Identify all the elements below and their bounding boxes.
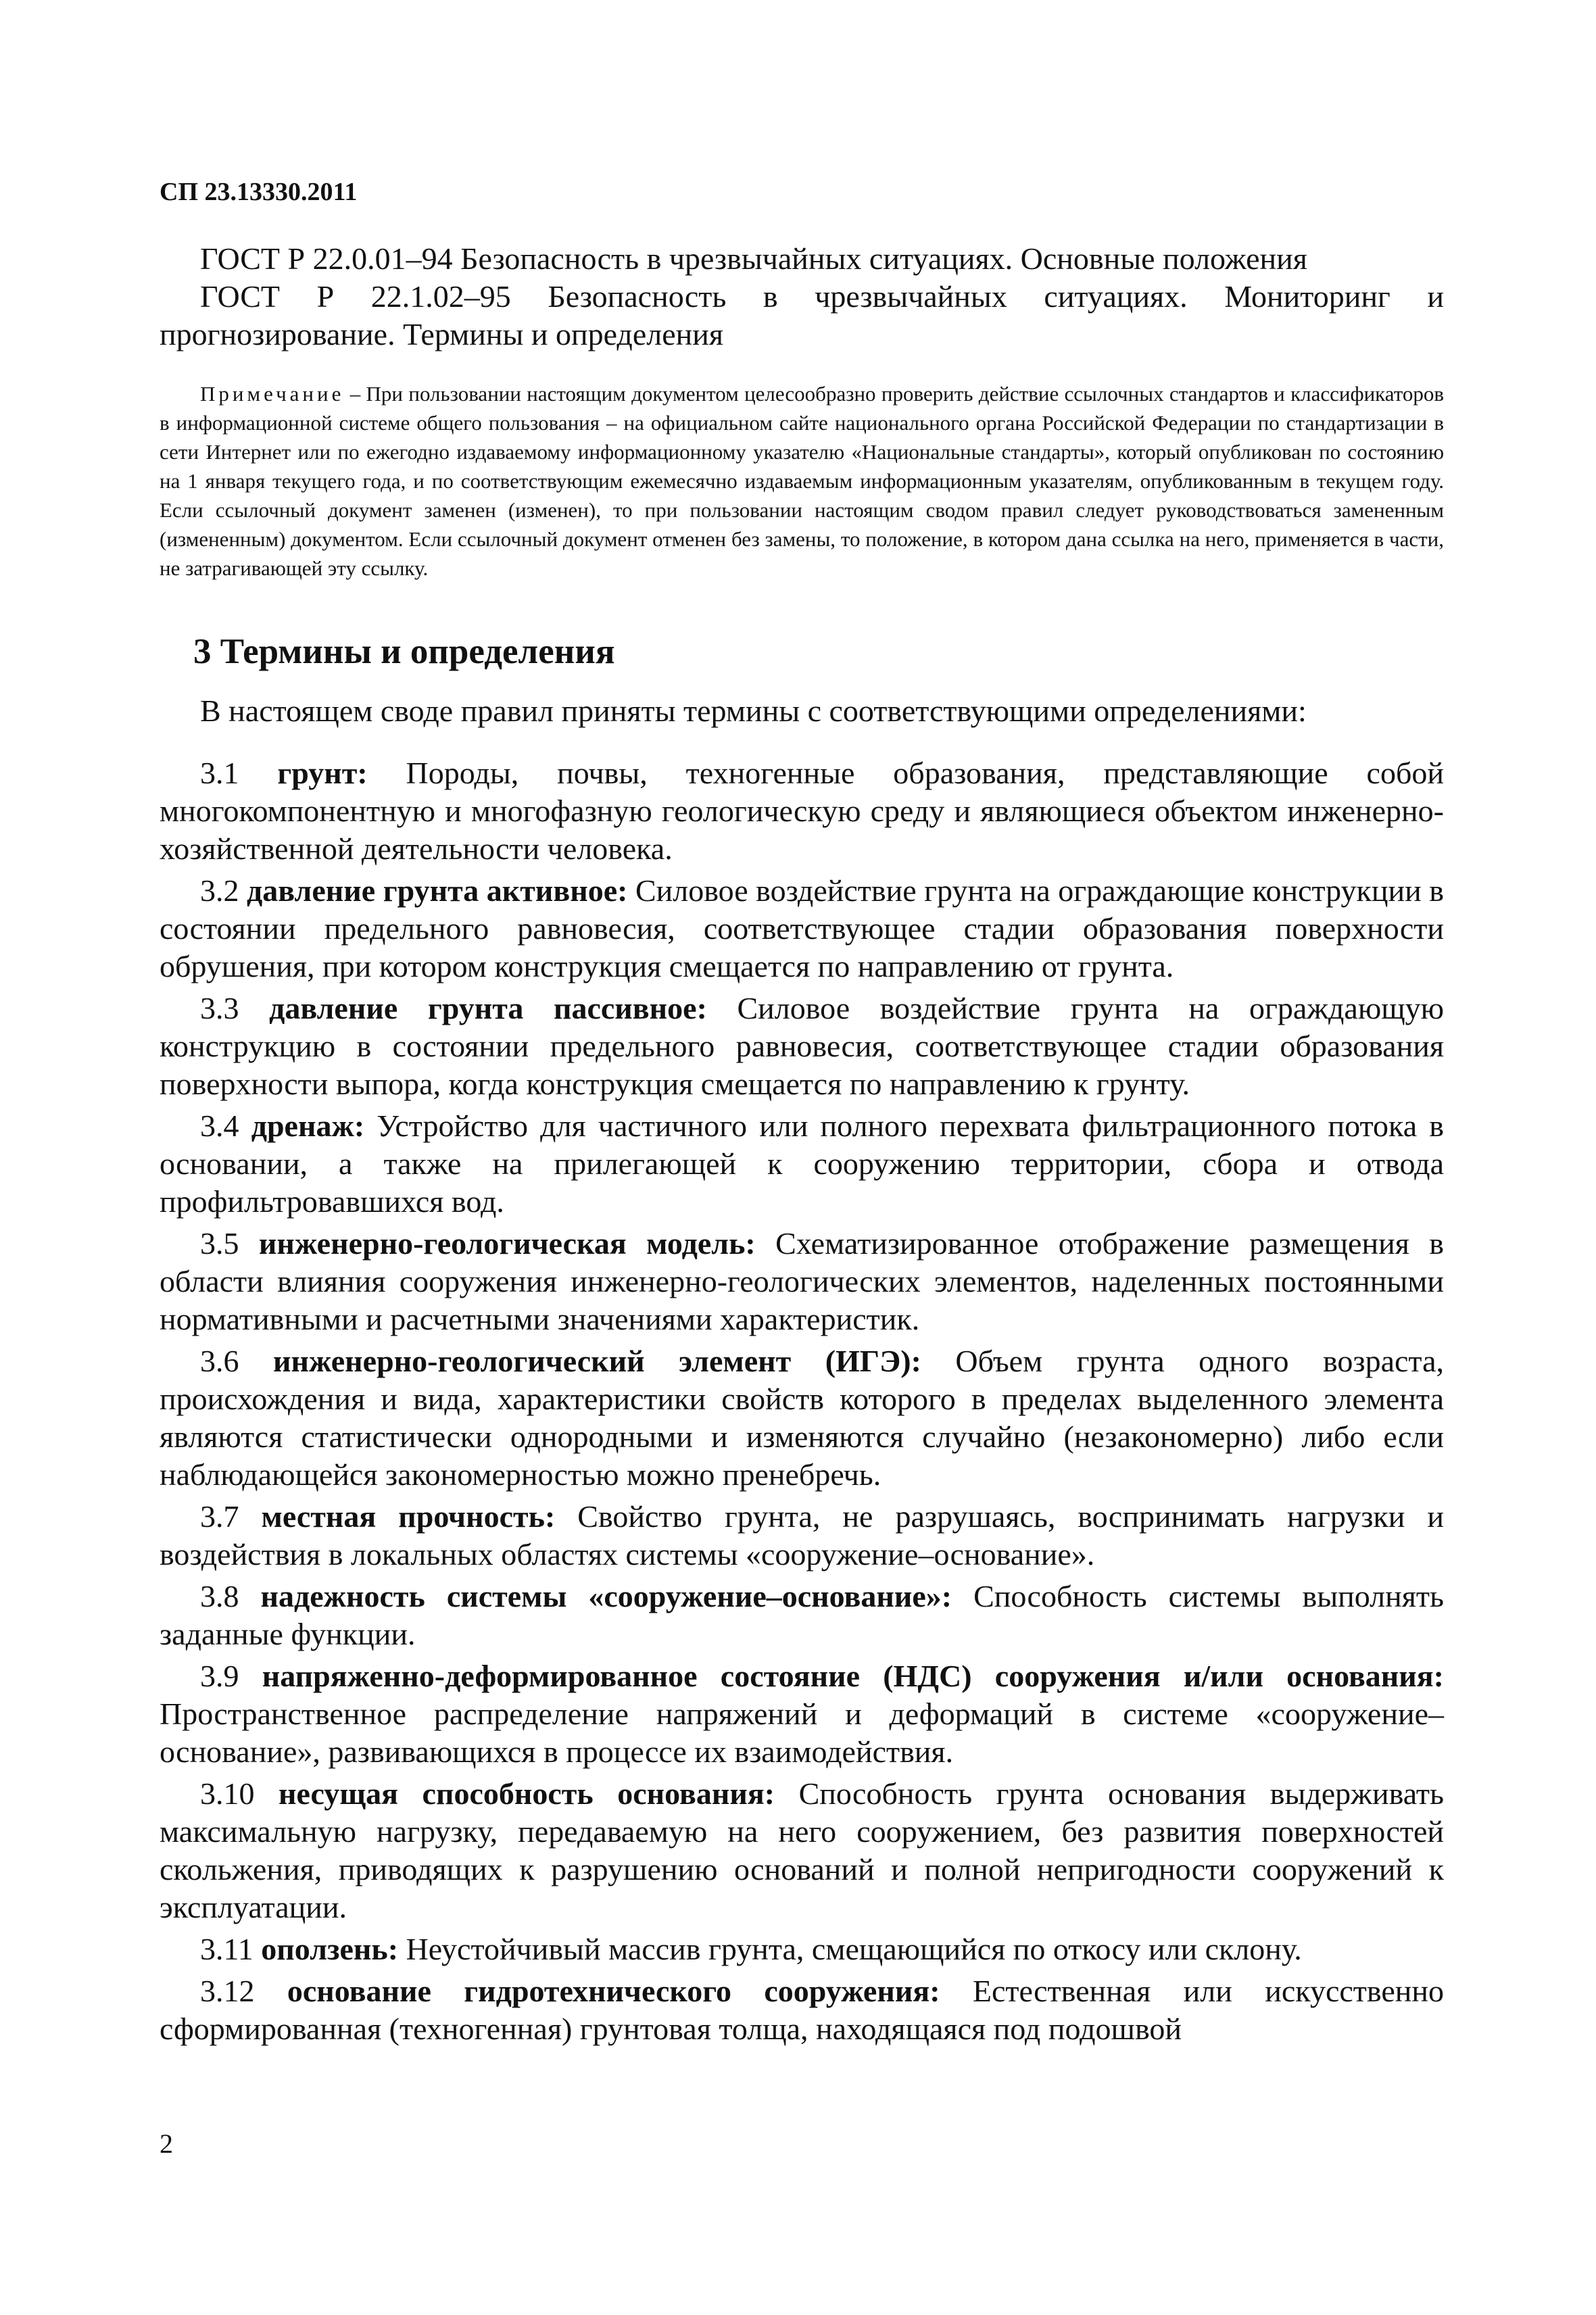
term-definition: Свойство грунта, не разрушаясь, воспринимать нагрузки и воздействия в локальных областях системы «сооружение–основание». xyxy=(160,1499,1445,1571)
term-name: оползень: xyxy=(261,1932,399,1966)
term-number: 3.5 xyxy=(200,1226,259,1261)
term-3-7 xyxy=(160,1498,1444,1574)
term-definition: Силовое воздействие грунта на ограждающие конструкции в состоянии предельного равновесия, соответствующее стадии образования поверхности обрушения, при котором конструкция смещается по направлению от грунта. xyxy=(160,873,1444,983)
term-number: 3.6 xyxy=(200,1344,273,1378)
term-definition: Неустойчивый массив грунта, смещающийся по откосу или склону. xyxy=(398,1932,1302,1966)
reference-gost-22-0-01: ГОСТ Р 22.0.01–94 Безопасность в чрезвычайных ситуациях. Основные положения xyxy=(200,241,1307,276)
term-number: 3.4 xyxy=(200,1108,251,1143)
term-number: 3.8 xyxy=(200,1579,261,1613)
term-3-2 xyxy=(160,872,1444,985)
term-name: местная прочность: xyxy=(261,1499,556,1534)
term-3-10 xyxy=(160,1775,1444,1926)
term-3-11 xyxy=(160,1930,1444,1968)
term-number: 3.1 xyxy=(200,756,278,790)
term-name: инженерно-геологический элемент (ИГЭ): xyxy=(272,1344,921,1378)
term-name: напряженно-деформированное состояние (НДС) сооружения и/или основания: xyxy=(262,1659,1444,1693)
reference-gost-22-1-02: ГОСТ Р 22.1.02–95 Безопасность в чрезвычайных ситуациях. Мониторинг и прогнозирование. Термины и определения xyxy=(160,279,1444,351)
term-name: дренаж: xyxy=(251,1108,365,1143)
term-number: 3.12 xyxy=(200,1974,287,2008)
term-number: 3.2 xyxy=(200,873,247,908)
section-intro: В настоящем своде правил приняты термины с соответствующими определениями: xyxy=(200,693,1307,728)
note-text: – При пользовании настоящим документом целесообразно проверить действие ссылочных стандартов и классификаторов в информационной системе общего пользования – на официальном сайте национального органа Российской Федерации по стандартизации в сети Интернет или по ежегодно издаваемому информационному указателю «Национальные стандарты», который опубликован по состоянию на 1 января текущего года, и по соответствующим ежемесячно издаваемым информационным указателям, опубликованным в текущем году. Если ссылочный документ заменен (изменен), то при пользовании настоящим сводом правил следует руководствоваться замененным (измененным) документом. Если ссылочный документ отменен без замены, то положение, в котором дана ссылка на него, применяется в части, не затрагивающей эту ссылку. xyxy=(160,382,1444,580)
note-paragraph xyxy=(160,379,1444,583)
term-3-8 xyxy=(160,1578,1444,1653)
term-name: давление грунта активное: xyxy=(247,873,628,908)
term-name: основание гидротехнического сооружения: xyxy=(287,1974,940,2008)
term-number: 3.9 xyxy=(200,1659,262,1693)
term-definition: Способность грунта основания выдерживать максимальную нагрузку, передаваемую на него сооружением, без развития поверхностей скольжения, приводящих к разрушению оснований и полной непригодности сооружений к эксплуатации. xyxy=(160,1776,1444,1924)
term-definition: Объем грунта одного возраста, происхождения и вида, характеристики свойств которого в пределах выделенного элемента являются статистически однородными и изменяются случайно (незакономерно) либо если наблюдающейся закономерностью можно пренебречь. xyxy=(160,1344,1445,1492)
term-name: инженерно-геологическая модель: xyxy=(258,1226,756,1261)
term-name: несущая способность основания: xyxy=(279,1776,775,1811)
term-definition: Способность системы выполнять заданные функции. xyxy=(160,1579,1444,1651)
term-definition: Устройство для частичного или полного перехвата фильтрационного потока в основании, а также на прилегающей к сооружению территории, сбора и отвода профильтровавшихся вод. xyxy=(160,1108,1445,1219)
term-definition: Силовое воздействие грунта на ограждающую конструкцию в состоянии предельного равновесия, соответствующее стадии образования поверхности выпора, когда конструкция смещается по направлению к грунту. xyxy=(160,991,1444,1101)
term-number: 3.3 xyxy=(200,991,270,1025)
term-3-9 xyxy=(160,1657,1444,1771)
term-number: 3.10 xyxy=(200,1776,279,1811)
term-name: давление грунта пассивное: xyxy=(269,991,707,1025)
term-3-5 xyxy=(160,1225,1444,1338)
page-number: 2 xyxy=(160,2128,173,2159)
term-3-6 xyxy=(160,1342,1444,1494)
term-definition: Естественная или искусственно сформированная (техногенная) грунтовая толща, находящаяся под подошвой xyxy=(160,1974,1444,2046)
section-title: 3 Термины и определения xyxy=(193,632,615,671)
note-label: Примечание xyxy=(200,382,345,406)
term-name: грунт: xyxy=(277,756,368,790)
term-3-4 xyxy=(160,1107,1444,1221)
term-definition: Пространственное распределение напряжений и деформаций в системе «сооружение–основание», развивающихся в процессе их взаимодействия. xyxy=(160,1697,1444,1769)
term-3-3 xyxy=(160,990,1444,1103)
page-content xyxy=(160,240,1444,2052)
term-3-12 xyxy=(160,1972,1444,2048)
term-definition: Схематизированное отображение размещения в области влияния сооружения инженерно-геологических элементов, наделенных постоянными нормативными и расчетными значениями характеристик. xyxy=(160,1226,1444,1336)
term-3-1 xyxy=(160,754,1444,868)
term-number: 3.7 xyxy=(200,1499,262,1534)
term-number: 3.11 xyxy=(200,1932,262,1966)
term-name: надежность системы «сооружение–основание»: xyxy=(260,1579,952,1613)
term-definition: Породы, почвы, техногенные образования, представляющие собой многокомпонентную и многофазную геологическую среду и являющиеся объектом инженерно-хозяйственной деятельности человека. xyxy=(160,756,1445,866)
document-code: СП 23.13330.2011 xyxy=(160,178,358,206)
